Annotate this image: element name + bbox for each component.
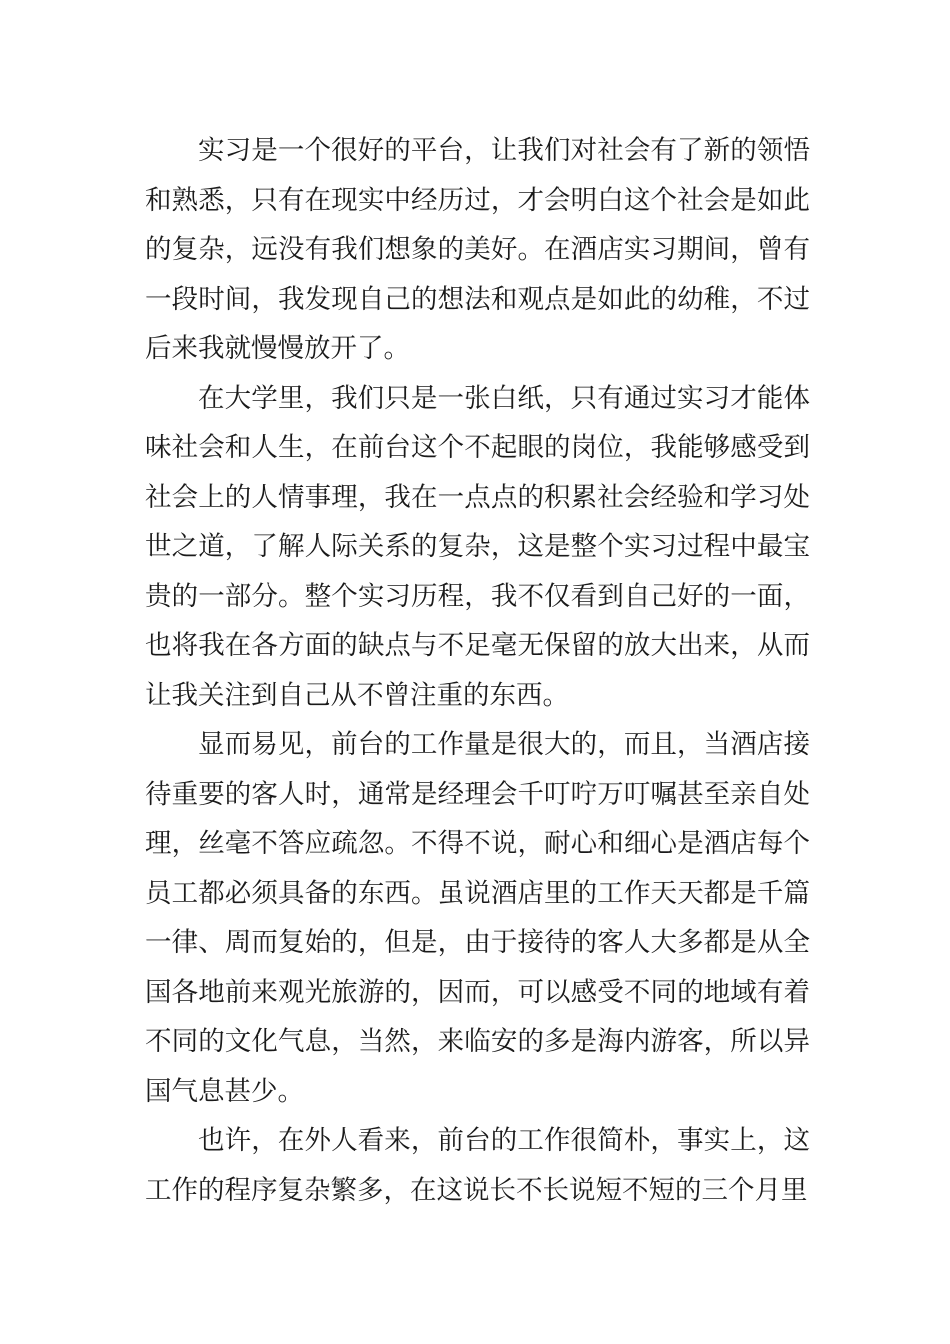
- paragraph-front-desk-workload: 显而易见，前台的工作量是很大的，而且，当酒店接待重要的客人时，通常是经理会千叮咛万叮嘱甚至亲自处理，丝毫不答应疏忽。不得不说，耐心和细心是酒店每个员工都必须具备的东西。虽说酒店里的工作天天都是千篇一律、周而复始的，但是，由于接待的客人大多都是从全国各地前来观光旅游的，因而，可以感受不同的地域有着不同的文化气息，当然，来临安的多是海内游客，所以异国气息甚少。: [145, 729, 810, 1107]
- document-body: [145, 126, 810, 1215]
- paragraph-front-desk-procedures: 也许，在外人看来，前台的工作很简朴，事实上，这工作的程序复杂繁多，在这说长不长说短不短的三个月里: [145, 1125, 810, 1206]
- paragraph-internship-platform: 实习是一个很好的平台，让我们对社会有了新的领悟和熟悉，只有在现实中经历过，才会明白这个社会是如此的复杂，远没有我们想象的美好。在酒店实习期间，曾有一段时间，我发现自己的想法和观点是如此的幼稚，不过后来我就慢慢放开了。: [145, 135, 810, 364]
- paragraph-university-experience: 在大学里，我们只是一张白纸，只有通过实习才能体味社会和人生，在前台这个不起眼的岗位，我能够感受到社会上的人情事理，我在一点点的积累社会经验和学习处世之道，了解人际关系的复杂，这是整个实习过程中最宝贵的一部分。整个实习历程，我不仅看到自己好的一面，也将我在各方面的缺点与不足毫无保留的放大出来，从而让我关注到自己从不曾注重的东西。: [145, 382, 810, 711]
